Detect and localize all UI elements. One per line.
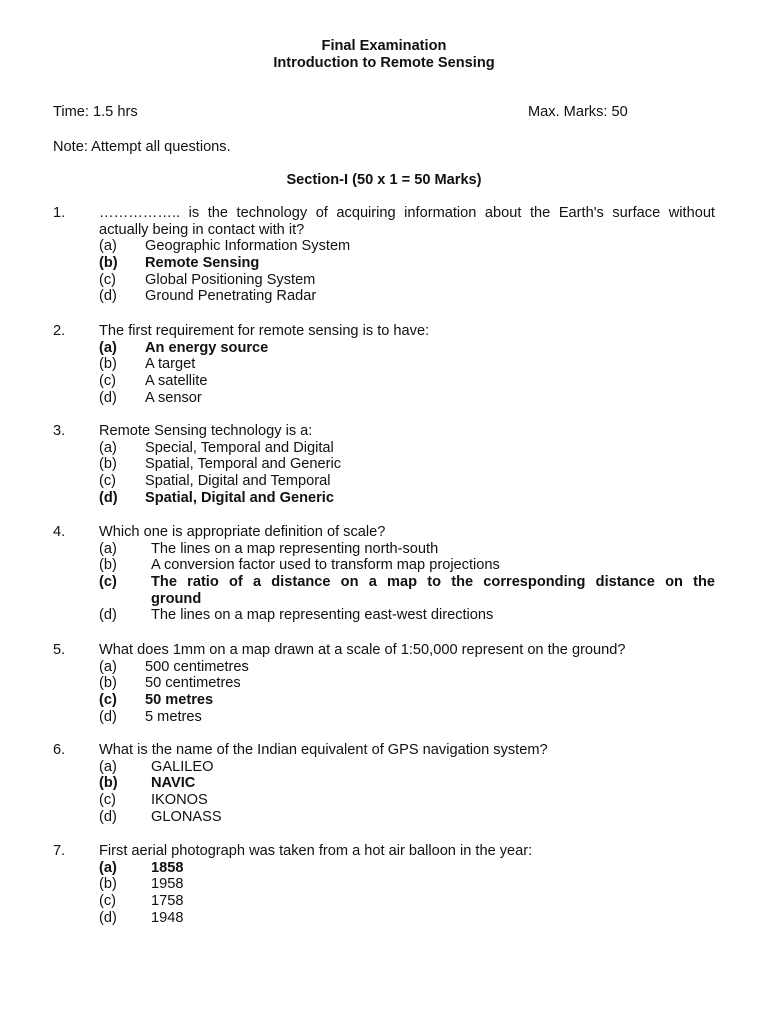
option-a-correct [53, 340, 715, 357]
option-c [53, 893, 715, 910]
option-label: (d) [99, 808, 117, 825]
option-text: GLONASS [151, 808, 222, 825]
option-d [53, 607, 715, 624]
question-number: 4. [53, 524, 66, 540]
question-number: 1. [53, 205, 66, 221]
option-a [53, 440, 715, 457]
option-text: Global Positioning System [145, 271, 316, 288]
option-text: 1858 [151, 859, 184, 876]
option-label: (a) [99, 540, 117, 557]
option-text: Special, Temporal and Digital [145, 439, 334, 456]
option-label: (a) [99, 758, 117, 775]
option-a [53, 759, 715, 776]
option-c [53, 473, 715, 490]
option-text: The ratio of a distance on a map to the corresponding distance on the [151, 574, 715, 591]
question-stem-continued: actually being in contact with it? [99, 221, 305, 238]
option-text: A target [145, 356, 196, 373]
option-label: (a) [99, 238, 117, 255]
option-text: A conversion factor used to transform map projections [151, 557, 500, 574]
option-text-continued: ground [151, 590, 202, 607]
question-number: 7. [53, 843, 66, 859]
option-b [53, 456, 715, 473]
question-6 [53, 742, 715, 825]
option-label: (d) [99, 288, 117, 305]
section-title: Section-I (50 x 1 = 50 Marks) [286, 172, 482, 188]
option-text: NAVIC [151, 775, 196, 792]
option-text: The lines on a map representing east-west directions [151, 607, 494, 624]
option-text: Spatial, Digital and Temporal [145, 473, 331, 490]
question-stem: Which one is appropriate definition of scale? [99, 524, 386, 540]
option-d [53, 288, 715, 305]
option-d [53, 809, 715, 826]
option-label: (b) [99, 456, 117, 473]
question-stem: First aerial photograph was taken from a hot air balloon in the year: [99, 843, 533, 859]
question-number: 2. [53, 323, 66, 339]
option-text: A sensor [145, 389, 202, 406]
option-label: (d) [99, 607, 117, 624]
option-label: (c) [99, 373, 117, 390]
option-a [53, 541, 715, 558]
option-c-correct [53, 692, 715, 709]
option-label: (b) [99, 557, 117, 574]
option-label: (b) [99, 255, 118, 272]
option-label: (a) [99, 439, 117, 456]
option-text: A satellite [145, 373, 208, 390]
option-c-correct [53, 574, 715, 591]
question-3 [53, 423, 715, 506]
option-c [53, 272, 715, 289]
option-a-correct [53, 860, 715, 877]
question-5 [53, 642, 715, 725]
question-2 [53, 323, 715, 406]
question-stem: What is the name of the Indian equivalent of GPS navigation system? [99, 742, 548, 758]
option-text: Spatial, Temporal and Generic [145, 456, 342, 473]
question-1 [53, 205, 715, 305]
question-number: 3. [53, 423, 66, 439]
option-c-continued [53, 591, 715, 608]
option-b [53, 876, 715, 893]
option-text: The lines on a map representing north-south [151, 540, 439, 557]
question-stem: …………….. is the technology of acquiring information about the Earth's surface without [99, 205, 715, 221]
option-b [53, 557, 715, 574]
max-marks: Max. Marks: 50 [528, 104, 628, 120]
option-label: (a) [99, 859, 117, 876]
option-label: (a) [99, 339, 117, 356]
option-label: (c) [99, 574, 117, 591]
option-label: (c) [99, 792, 117, 809]
option-text: 500 centimetres [145, 658, 249, 675]
option-label: (a) [99, 658, 117, 675]
option-label: (b) [99, 876, 117, 893]
option-d [53, 910, 715, 927]
option-text: Ground Penetrating Radar [145, 288, 317, 305]
option-text: 50 centimetres [145, 675, 241, 692]
option-label: (d) [99, 708, 117, 725]
question-number: 5. [53, 642, 66, 658]
option-text: Remote Sensing [145, 255, 260, 272]
option-label: (d) [99, 389, 117, 406]
option-c [53, 373, 715, 390]
option-c [53, 792, 715, 809]
option-text: Geographic Information System [145, 238, 351, 255]
question-stem: Remote Sensing technology is a: [99, 423, 313, 439]
option-label: (d) [99, 909, 117, 926]
exam-title: Final Examination [321, 38, 447, 54]
question-4 [53, 524, 715, 624]
option-text: 5 metres [145, 708, 202, 725]
question-7 [53, 843, 715, 926]
option-label: (b) [99, 356, 117, 373]
option-d [53, 390, 715, 407]
option-d-correct [53, 490, 715, 507]
option-label: (b) [99, 775, 118, 792]
option-label: (c) [99, 271, 117, 288]
option-b-correct [53, 775, 715, 792]
question-stem: What does 1mm on a map drawn at a scale of 1:50,000 represent on the ground? [99, 642, 626, 658]
option-text: 1948 [151, 909, 184, 926]
option-b [53, 356, 715, 373]
option-text: An energy source [145, 339, 269, 356]
option-text: 1758 [151, 893, 184, 910]
option-label: (b) [99, 675, 117, 692]
option-a [53, 659, 715, 676]
option-a [53, 238, 715, 255]
option-text: Spatial, Digital and Generic [145, 489, 334, 506]
question-stem: The first requirement for remote sensing is to have: [99, 323, 430, 339]
option-label: (d) [99, 489, 118, 506]
option-b-correct [53, 255, 715, 272]
option-label: (c) [99, 692, 117, 709]
option-label: (c) [99, 473, 117, 490]
option-d [53, 709, 715, 726]
option-b [53, 675, 715, 692]
option-text: 1958 [151, 876, 184, 893]
question-number: 6. [53, 742, 66, 758]
option-text: GALILEO [151, 758, 214, 775]
instructions-note: Note: Attempt all questions. [53, 139, 231, 155]
exam-time: Time: 1.5 hrs [53, 104, 138, 120]
option-text: IKONOS [151, 792, 208, 809]
course-title: Introduction to Remote Sensing [273, 55, 495, 71]
option-text: 50 metres [145, 692, 214, 709]
option-label: (c) [99, 893, 117, 910]
